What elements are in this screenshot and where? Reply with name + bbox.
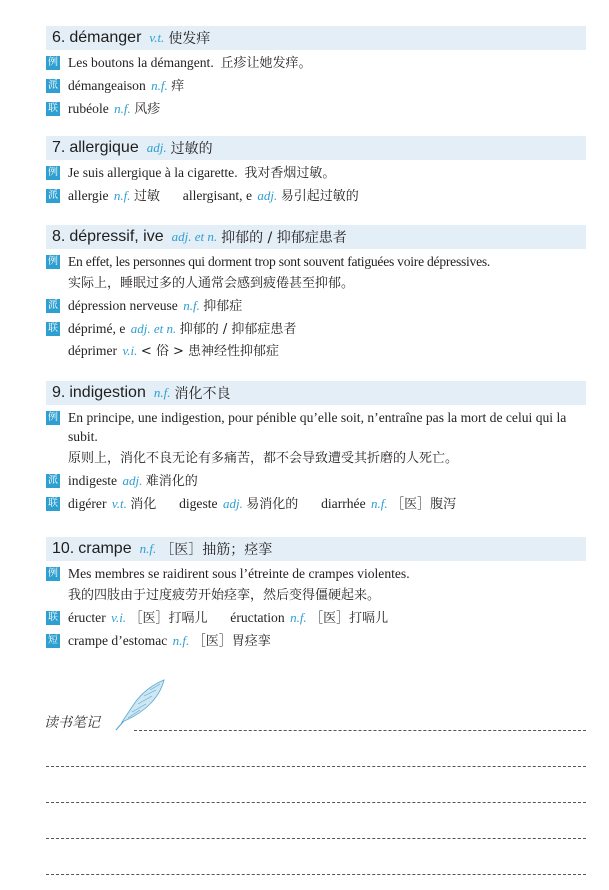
entry-number: 8. [52, 228, 66, 245]
related-meaning: ［医］打嗝儿 [310, 611, 389, 626]
derived-pos: n.f. [151, 78, 168, 93]
entry-demanger [46, 26, 586, 119]
entry-header [46, 26, 586, 50]
derived-meaning: 过敏 [133, 189, 160, 204]
entry-number: 10. [52, 540, 75, 557]
example-chinese: 实际上，睡眠过多的人通常会感到疲倦甚至抑郁。 [68, 276, 355, 291]
related-line [46, 319, 586, 339]
related-line [46, 99, 586, 119]
related-meaning: < 俗 > 患神经性抑郁症 [140, 344, 279, 359]
headword: crampe [78, 540, 132, 557]
derived-line [46, 186, 586, 206]
notes-line [46, 802, 586, 803]
derived-pos: adj. [122, 473, 143, 488]
feather-icon [108, 676, 170, 734]
derived-word: dépression nerveuse [68, 298, 178, 313]
related-word: diarrhée [321, 496, 366, 511]
example-badge: 例 [48, 256, 58, 267]
related-pos: v.i. [122, 343, 138, 358]
phrase-badge: 短 [48, 635, 58, 646]
example-chinese: 丘疹让她发痒。 [220, 56, 312, 71]
headword-meaning: 抑郁的 / 抑郁症患者 [221, 230, 347, 246]
headword-meaning: 使发痒 [168, 31, 211, 47]
entry-header [46, 381, 586, 405]
example-line [46, 252, 586, 271]
example-line [46, 53, 586, 73]
example-badge: 例 [48, 57, 58, 68]
related-line-continued [46, 341, 586, 361]
part-of-speech: n.f. [139, 541, 157, 556]
entry-indigestion [46, 381, 586, 514]
example-badge: 例 [48, 412, 58, 423]
example-french: En effet, les personnes qui dorment trop sont souvent fatiguées voire dépressives. [68, 254, 491, 269]
notes-line [46, 766, 586, 767]
derived-badge: 派 [48, 475, 58, 486]
part-of-speech: adj. et n. [171, 229, 218, 244]
related-meaning: ［医］腹泻 [391, 497, 457, 512]
entry-number: 9. [52, 384, 66, 401]
part-of-speech: adj. [146, 140, 167, 155]
example-chinese: 我的四肢由于过度疲劳开始痉挛，然后变得僵硬起来。 [68, 588, 381, 603]
entry-number: 7. [52, 139, 66, 156]
entry-crampe [46, 537, 586, 651]
entry-header [46, 225, 586, 249]
headword-meaning: 过敏的 [170, 141, 213, 157]
related-badge: 联 [48, 103, 58, 114]
part-of-speech: n.f. [153, 385, 171, 400]
example-badge: 例 [48, 568, 58, 579]
derived-badge: 派 [48, 190, 58, 201]
entry-allergique [46, 136, 586, 206]
headword-meaning: 消化不良 [174, 386, 231, 402]
related-word: déprimé, e [68, 321, 126, 336]
derived-word: allergisant, e [182, 188, 252, 203]
derived-pos: adj. [257, 188, 278, 203]
example-line [46, 163, 586, 183]
derived-word: indigeste [68, 473, 118, 488]
headword-meaning: ［医］抽筋；痉挛 [160, 542, 273, 558]
derived-line [46, 76, 586, 96]
derived-line [46, 296, 586, 316]
derived-pos: n.f. [183, 298, 200, 313]
related-pos: v.t. [111, 496, 127, 511]
example-french: Je suis allergique à la cigarette. [68, 165, 238, 180]
notes-line [134, 730, 586, 731]
related-meaning: 易消化的 [246, 497, 299, 512]
entry-header [46, 537, 586, 561]
example-line [46, 408, 586, 446]
derived-line [46, 471, 586, 491]
example-badge: 例 [48, 167, 58, 178]
headword: allergique [69, 139, 139, 156]
entry-header [46, 136, 586, 160]
related-meaning: ［医］打嗝儿 [129, 611, 208, 626]
related-pos: n.f. [114, 101, 131, 116]
derived-badge: 派 [48, 300, 58, 311]
related-pos: adj. et n. [130, 321, 177, 336]
example-translation [46, 448, 586, 468]
related-word: déprimer [68, 343, 118, 358]
phrase-pos: n.f. [172, 633, 190, 648]
phrase-word: crampe d’estomac [68, 633, 168, 648]
derived-pos: n.f. [113, 188, 131, 203]
related-badge: 联 [48, 323, 58, 334]
related-pos: adj. [222, 496, 243, 511]
related-meaning: 抑郁的 / 抑郁症患者 [179, 322, 297, 337]
derived-meaning: 抑郁症 [203, 299, 243, 314]
related-word: éructer [68, 610, 106, 625]
related-word: éructation [230, 610, 285, 625]
headword: démanger [69, 29, 142, 46]
example-chinese: 原则上，消化不良无论有多痛苦，都不会导致遭受其折磨的人死亡。 [68, 451, 459, 466]
related-line [46, 494, 586, 514]
related-word: rubéole [68, 101, 109, 116]
related-meaning: 消化 [130, 497, 157, 512]
related-pos: n.f. [290, 610, 307, 625]
derived-meaning: 难消化的 [145, 474, 198, 489]
notes-line [46, 838, 586, 839]
entry-depressif [46, 225, 586, 361]
phrase-line [46, 631, 586, 651]
related-pos: v.i. [111, 610, 127, 625]
derived-badge: 派 [48, 80, 58, 91]
derived-word: allergie [68, 188, 109, 203]
notes-line [46, 874, 586, 875]
related-line [46, 608, 586, 628]
derived-word: démangeaison [68, 78, 146, 93]
headword: indigestion [69, 384, 146, 401]
related-badge: 联 [48, 612, 58, 623]
example-french: En principe, une indigestion, pour pénible qu’elle soit, n’entraîne pas la mort de celui qui la subit. [68, 410, 567, 444]
derived-meaning: 痒 [171, 79, 185, 94]
example-translation [46, 273, 586, 293]
related-word: digérer [68, 496, 107, 511]
related-badge: 联 [48, 498, 58, 509]
related-word: digeste [179, 496, 218, 511]
related-meaning: 风疹 [134, 102, 161, 117]
derived-meaning: 易引起过敏的 [280, 189, 359, 204]
headword: dépressif, ive [69, 228, 164, 245]
example-french: Mes membres se raidirent sous l’étreinte de crampes violentes. [68, 566, 410, 581]
reading-notes-label: 读书笔记 [44, 715, 100, 731]
entry-number: 6. [52, 29, 66, 46]
related-pos: n.f. [371, 496, 388, 511]
example-translation [46, 585, 586, 605]
example-french: Les boutons la démangent. [68, 55, 214, 70]
phrase-meaning: ［医］胃痉挛 [192, 634, 271, 649]
example-line [46, 564, 586, 583]
example-chinese: 我对香烟过敏。 [244, 166, 336, 181]
part-of-speech: v.t. [149, 30, 165, 45]
